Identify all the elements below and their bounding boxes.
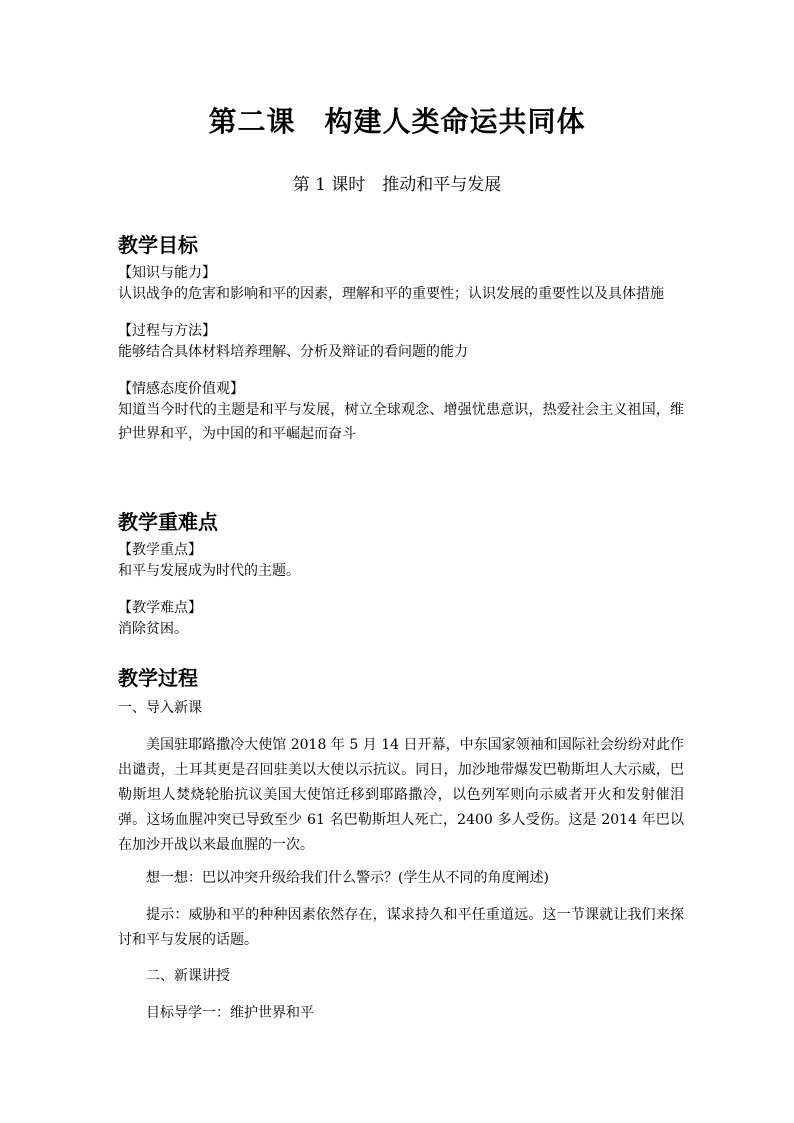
key-label: 【教学重点】 (118, 542, 202, 558)
page-title: 第二课 构建人类命运共同体 (208, 105, 586, 138)
lesson-subtitle: 第 1 课时 推动和平与发展 (292, 175, 502, 195)
key-points-heading: 教学重难点 (118, 510, 218, 534)
goal-label: 目标导学一：维护世界和平 (146, 1005, 314, 1021)
process-heading: 教学过程 (118, 666, 198, 690)
knowledge-label: 【知识与能力】 (118, 265, 216, 281)
hint-paragraph: 提示：威胁和平的种种因素依然存在，谋求持久和平任重道远。这一节课就让我们来探讨和平与发展的话题。 (118, 907, 684, 948)
process-method-text: 能够结合具体材料培养理解、分析及辩证的看问题的能力 (118, 344, 468, 360)
difficult-label: 【教学难点】 (118, 600, 202, 616)
objectives-heading: 教学目标 (118, 233, 198, 257)
emotion-label: 【情感态度价值观】 (118, 381, 244, 397)
intro-paragraph: 美国驻耶路撒冷大使馆 2018 年 5 月 14 日开幕，中东国家领袖和国际社会纷纷对此作出谴责，土耳其更是召回驻美以大使以示抗议。同日，加沙地带爆发巴勒斯坦人大示威，巴勒斯坦人焚烧轮胎抗议美国大使馆迁移到耶路撒冷，以色列军则向示威者开火和发射催泪弹。这场血腥冲突已导致至少 61 名巴勒斯坦人死亡，2400 多人受伤。这是 2014 年巴以在加沙开战以来最血腥的一次。 (118, 737, 684, 853)
think-paragraph: 想一想：巴以冲突升级给我们什么警示？(学生从不同的角度阐述) (146, 870, 549, 886)
emotion-text: 知道当今时代的主题是和平与发展，树立全球观念、增强忧患意识，热爱社会主义祖国，维护世界和平，为中国的和平崛起而奋斗 (118, 402, 684, 442)
key-text: 和平与发展成为时代的主题。 (118, 563, 300, 579)
knowledge-text: 认识战争的危害和影响和平的因素，理解和平的重要性；认识发展的重要性以及具体措施 (118, 286, 664, 302)
new-lesson-label: 二、新课讲授 (146, 968, 230, 984)
intro-label: 一、导入新课 (118, 700, 202, 716)
process-method-label: 【过程与方法】 (118, 323, 216, 339)
difficult-text: 消除贫困。 (118, 621, 188, 637)
